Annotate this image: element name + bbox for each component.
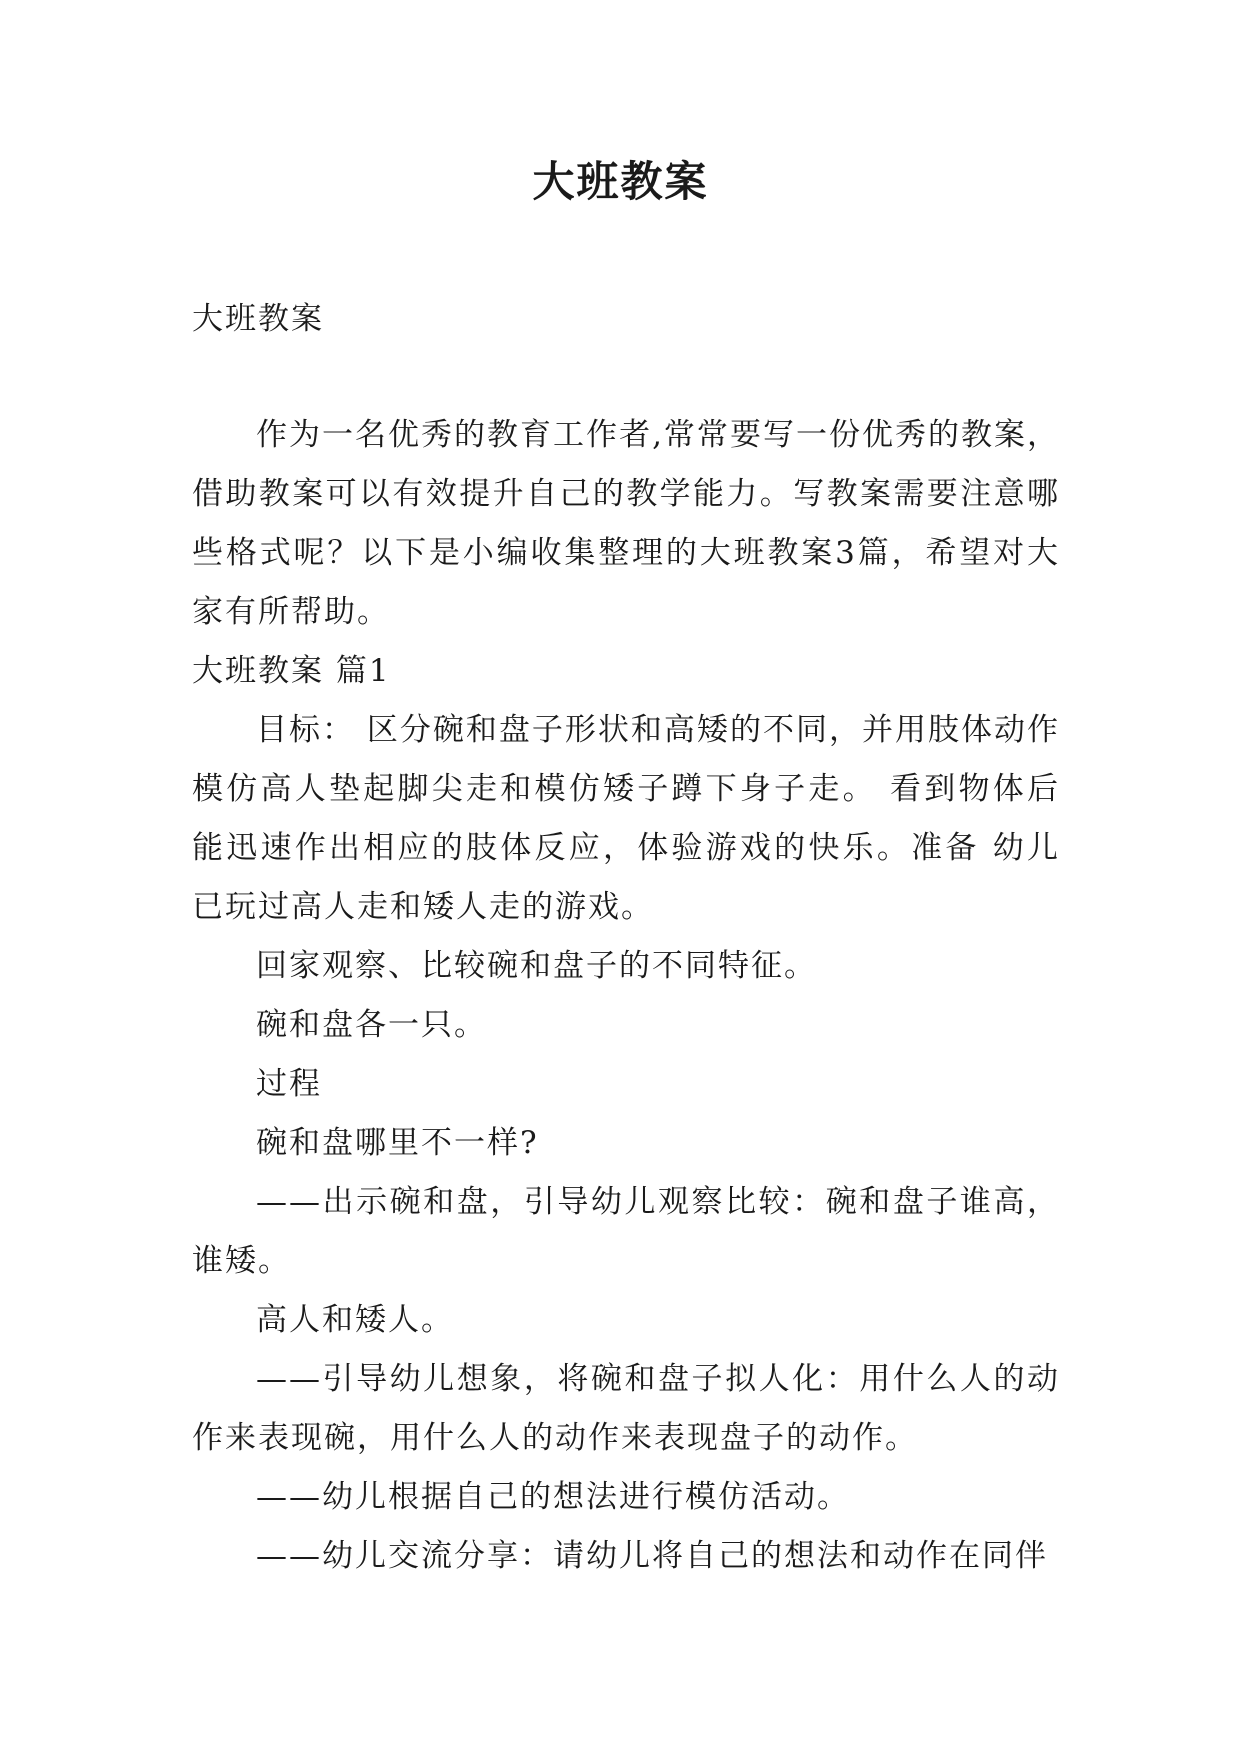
document-subtitle: 大班教案 [192, 301, 324, 337]
paragraph-observe: 回家观察、比较碗和盘子的不同特征。 [256, 948, 817, 984]
document-title: 大班教案 [532, 157, 709, 206]
paragraph-imitate: ——幼儿根据自己的想法进行模仿活动。 [256, 1479, 850, 1515]
paragraph-compare: ——出示碗和盘，引导幼儿观察比较：碗和盘子谁高，谁矮。 [192, 1184, 1060, 1279]
intro-paragraph: 作为一名优秀的教育工作者,常常要写一份优秀的教案，借助教案可以有效提升自己的教学能力。写教案需要注意哪些格式呢？以下是小编收集整理的大班教案3篇，希望对大家有所帮助。 [192, 417, 1060, 630]
paragraph-question: 碗和盘哪里不一样? [256, 1125, 539, 1161]
paragraph-process: 过程 [256, 1066, 322, 1102]
paragraph-goal: 目标： 区分碗和盘子形状和高矮的不同，并用肢体动作模仿高人垫起脚尖走和模仿矮子蹲下身子走。 看到物体后能迅速作出相应的肢体反应，体验游戏的快乐。准备 幼儿已玩过高人走和矮人走的游戏。 [192, 712, 1060, 925]
paragraph-imagine: ——引导幼儿想象，将碗和盘子拟人化：用什么人的动作来表现碗，用什么人的动作来表现盘子的动作。 [192, 1361, 1060, 1456]
paragraph-share: ——幼儿交流分享：请幼儿将自己的想法和动作在同伴 [256, 1538, 1048, 1574]
document-body [192, 290, 1060, 1586]
paragraph-tall-short: 高人和矮人。 [256, 1302, 454, 1338]
section-heading: 大班教案 篇1 [192, 653, 391, 689]
paragraph-materials: 碗和盘各一只。 [256, 1007, 487, 1043]
